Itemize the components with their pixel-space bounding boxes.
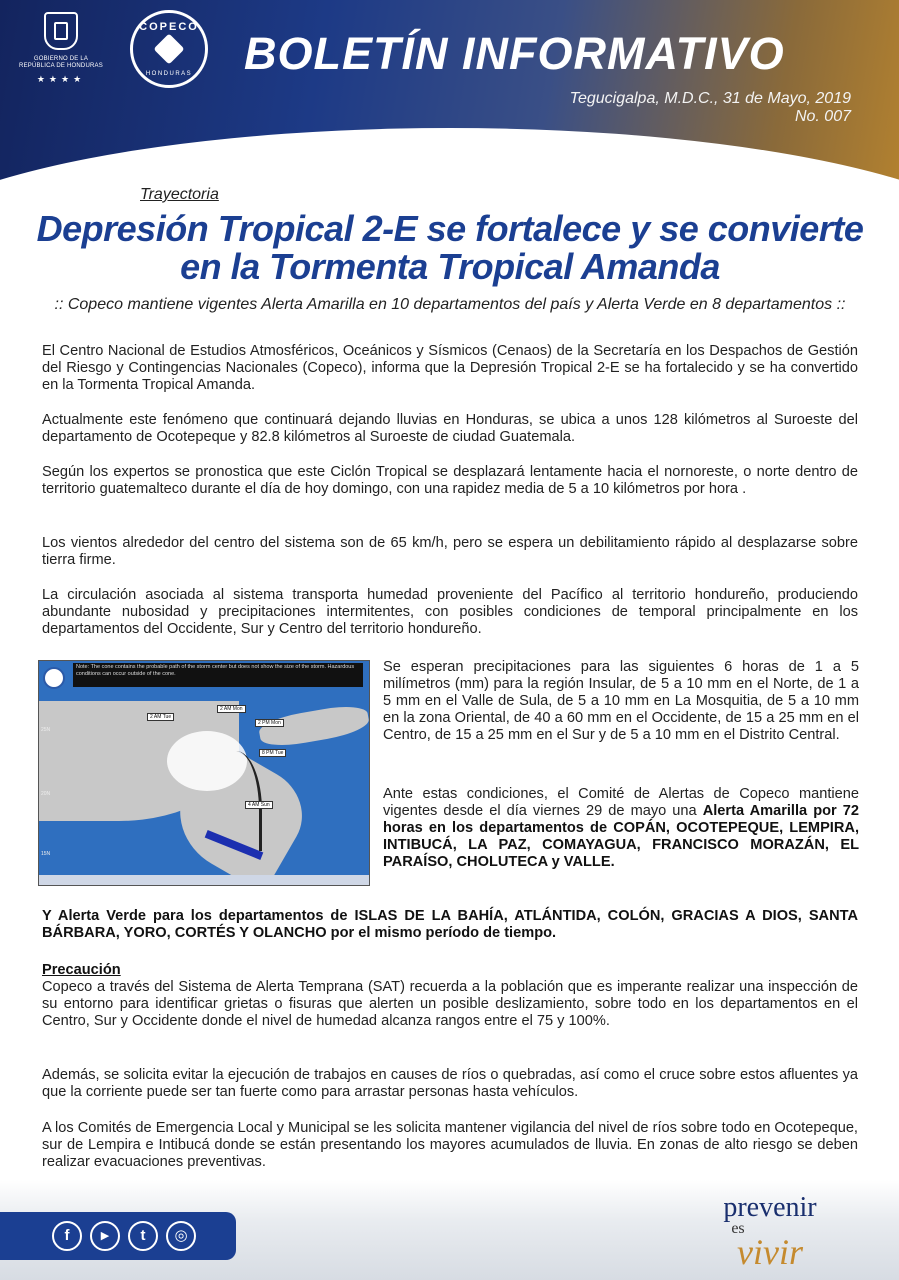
map-latitude: 25N bbox=[41, 727, 51, 733]
article-subtitle: :: Copeco mantiene vigentes Alerta Amarilla en 10 departamentos del país y Alerta Verde en 8 departamentos :: bbox=[54, 296, 846, 313]
paragraph-7-intro: Ante estas condiciones, el Comité de Alertas de Copeco mantiene vigentes desde el día viernes 29 de mayo una bbox=[383, 786, 859, 819]
paragraph-10: Además, se solicita evitar la ejecución de trabajos en causes de ríos o quebradas, así como el cruce sobre estos afluentes ya que la corriente puede ser tan fuerte como para arrastar personas hasta vehículos. bbox=[42, 1067, 858, 1100]
paragraph-7 bbox=[383, 786, 859, 871]
paragraph-4: Los vientos alrededor del centro del sistema son de 65 km/h, pero se espera un debilitamiento rápido al desplazarse sobre tierra firme. bbox=[42, 535, 858, 568]
bulletin-date: Tegucigalpa, M.D.C., 31 de Mayo, 2019 bbox=[569, 90, 851, 107]
social-bar bbox=[0, 1212, 236, 1260]
map-label: 2 AM Tue bbox=[147, 713, 174, 721]
copeco-logo-bottom: HONDURAS bbox=[145, 71, 193, 77]
paragraph-5: La circulación asociada al sistema transporta humedad proveniente del Pacífico al territorio hondureño, produciendo abundante nubosidad y precipitaciones intermitentes, con posibles condiciones de temporal principalmente en los departamentos del Occidente, Sur y Centro del territorio hondureño. bbox=[42, 587, 858, 637]
map-label: 2 AM Mon bbox=[217, 705, 246, 713]
instagram-icon[interactable]: ◎ bbox=[166, 1221, 196, 1251]
bulletin-title: BOLETÍN INFORMATIVO bbox=[244, 28, 785, 79]
header-banner bbox=[0, 0, 899, 235]
paragraph-3: Según los expertos se pronostica que este Ciclón Tropical se desplazará lentamente hacia el nornoreste, o norte dentro de territorio guatemalteco durante el día de hoy domingo, con una rapidez media de 5 a 10 kilómetros por hora . bbox=[42, 464, 858, 497]
diamond-icon bbox=[153, 33, 184, 64]
paragraph-2: Actualmente este fenómeno que continuará dejando lluvias en Honduras, se ubica a unos 128 kilómetros al Suroeste del departamento de Ocotepeque y 82.8 kilómetros al Suroeste de ciudad Guatemala. bbox=[42, 412, 858, 445]
paragraph-6: Se esperan precipitaciones para las siguientes 6 horas de 1 a 5 milímetros (mm) para la región Insular, de 5 a 10 mm en el Norte, de 1 a 5 mm en el Valle de Sula, de 5 a 10 mm en La Mosquitia, de 5 a 10 mm en la zona Oriental, de 40 a 60 mm en el Occidente, de 15 a 25 mm en el Centro, de 15 a 25 mm en el Sur y de 5 a 10 mm en el Distrito Central. bbox=[383, 659, 859, 743]
map-longitude-bar bbox=[39, 875, 369, 885]
gov-text: GOBIERNO DE LA REPÚBLICA DE HONDURAS bbox=[19, 56, 103, 69]
map-latitude: 15N bbox=[41, 851, 51, 857]
noaa-logo-icon bbox=[43, 667, 65, 689]
storm-track-map bbox=[38, 660, 370, 886]
article-title: Depresión Tropical 2-E se fortalece y se convierte en la Tormenta Tropical Amanda bbox=[36, 208, 864, 287]
copeco-logo-top: COPECO bbox=[139, 21, 199, 33]
shield-icon bbox=[44, 12, 78, 50]
tagline bbox=[700, 1192, 840, 1272]
government-logo bbox=[18, 12, 104, 85]
green-alert-paragraph: Y Alerta Verde para los departamentos de ISLAS DE LA BAHÍA, ATLÁNTIDA, COLÓN, GRACIAS A DIOS, SANTA BÁRBARA, YORO, CORTÉS Y OLANCHO por el mismo período de tiempo. bbox=[42, 908, 858, 941]
twitter-icon[interactable]: t bbox=[128, 1221, 158, 1251]
map-latitude: 20N bbox=[41, 791, 51, 797]
gov-stars: ★★★★ bbox=[36, 74, 86, 84]
tagline-prevenir: prevenir bbox=[723, 1192, 817, 1223]
tagline-vivir: vivir bbox=[737, 1232, 803, 1272]
map-label: 8 PM Tue bbox=[259, 749, 286, 757]
youtube-icon[interactable]: ▶ bbox=[90, 1221, 120, 1251]
article-kicker: Trayectoria bbox=[140, 186, 219, 203]
map-note: Note: The cone contains the probable path of the storm center but does not show the size of the storm. Hazardous conditions can occur outside of the cone. bbox=[73, 663, 363, 687]
paragraph-9: Copeco a través del Sistema de Alerta Temprana (SAT) recuerda a la población que es imperante realizar una inspección de su entorno para identificar grietas o fisuras que alerten un posible deslizamiento, sobre todo en los departamentos en el Centro, Sur y Occidente donde el nivel de humedad alcanza rangos entre el 75 y 100%. bbox=[42, 979, 858, 1029]
copeco-logo bbox=[130, 10, 208, 88]
bulletin-number: No. 007 bbox=[794, 108, 851, 125]
paragraph-1: El Centro Nacional de Estudios Atmosféricos, Oceánicos y Sísmicos (Cenaos) de la Secretaría en los Despachos de Gestión del Riesgo y Contingencias Nacionales (Copeco), informa que la Depresión Tropical 2-E se ha fortalecido y se ha convertido en la Tormenta Tropical Amanda. bbox=[42, 343, 858, 393]
tagline-es: es bbox=[731, 1220, 745, 1237]
precaution-heading: Precaución bbox=[42, 962, 121, 978]
facebook-icon[interactable]: f bbox=[52, 1221, 82, 1251]
map-label: 2 PM Mon bbox=[255, 719, 284, 727]
paragraph-11: A los Comités de Emergencia Local y Municipal se les solicita mantener vigilancia del nivel de ríos sobre todo en Ocotepeque, sur de Lempira e Intibucá donde se están presentando los mayores acumulados de lluvia. En zonas de alto riesgo se deben realizar evacuaciones preventivas. bbox=[42, 1120, 858, 1170]
map-label: 4 AM Sun bbox=[245, 801, 273, 809]
yellow-alert-text: Alerta Amarilla por 72 horas en los departamentos de COPÁN, OCOTEPEQUE, LEMPIRA, INTIBUCÁ, LA PAZ, COMAYAGUA, FRANCISCO MORAZÁN, EL PARAÍSO, CHOLUTECA y VALLE. bbox=[383, 803, 859, 870]
